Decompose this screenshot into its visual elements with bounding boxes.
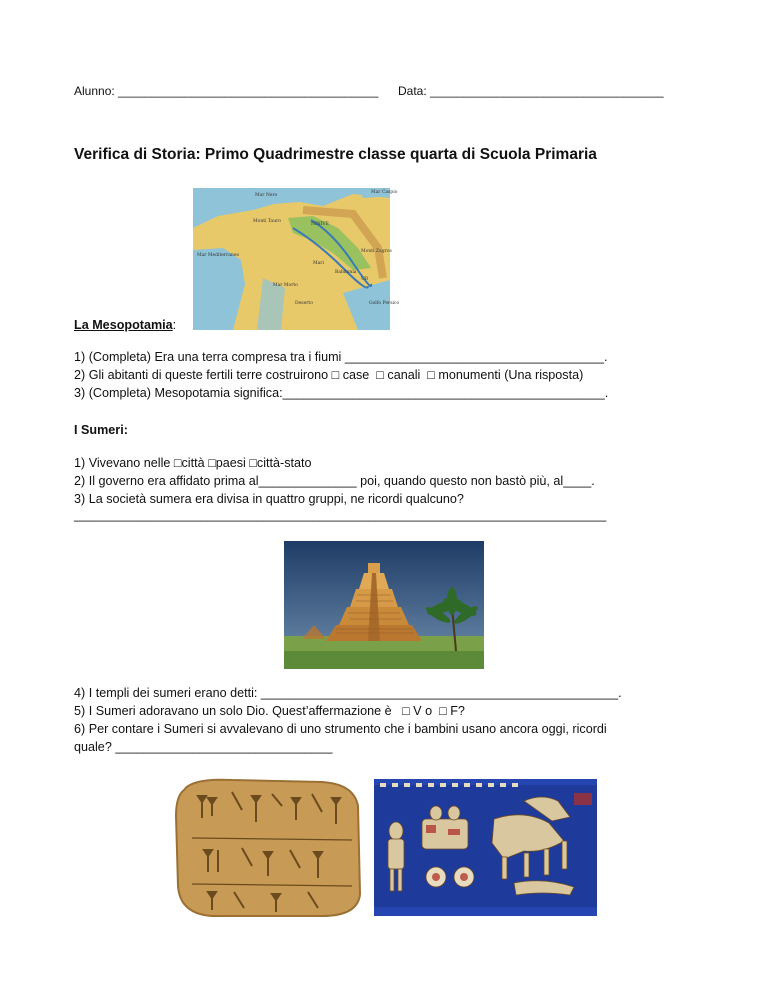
question-mesopotamia-1: 1) (Completa) Era una terra compresa tra i fiumi _____________________________________. xyxy=(74,350,608,364)
map-label: Monti Zagros xyxy=(361,249,392,254)
map-label: Mar Nero xyxy=(255,193,278,198)
question-sumeri-5: 5) I Sumeri adoravano un solo Dio. Quest’affermazione è □ V o □ F? xyxy=(74,704,465,718)
map-label: Monti Tauro xyxy=(253,219,281,224)
question-mesopotamia-2: 2) Gli abitanti di queste fertili terre costruirono □ case □ canali □ monumenti (Una risposta) xyxy=(74,368,584,382)
map-label: NINIVE xyxy=(311,222,329,227)
ziggurat-image xyxy=(284,541,484,669)
question-sumeri-1: 1) Vivevano nelle □città □paesi □città-stato xyxy=(74,456,312,470)
answer-line-sumeri-3: ____________________________________________________________________________ xyxy=(74,508,607,522)
question-sumeri-2: 2) Il governo era affidato prima al______________ poi, quando questo non bastò più, al____. xyxy=(74,474,595,488)
question-sumeri-4: 4) I templi dei sumeri erano detti: ___________________________________________________. xyxy=(74,686,622,700)
page-title: Verifica di Storia: Primo Quadrimestre classe quarta di Scuola Primaria xyxy=(74,146,597,163)
mesopotamia-map-image xyxy=(193,188,400,330)
map-label: UR xyxy=(361,277,369,282)
map-label: Deserto xyxy=(295,301,313,306)
date-field: Data: ___________________________________ xyxy=(398,84,664,98)
map-label: Golfo Persico xyxy=(369,301,400,306)
map-label: Mar Caspio xyxy=(371,190,398,195)
map-label: Babilonia xyxy=(335,270,357,275)
cuneiform-tablet-image xyxy=(172,776,364,920)
map-label: Mari xyxy=(313,261,324,266)
question-sumeri-6: 6) Per contare i Sumeri si avvalevano di uno strumento che i bambini usano ancora oggi, ricordi xyxy=(74,722,607,736)
map-label: Mar Mediterraneo xyxy=(197,253,240,258)
standard-of-ur-image xyxy=(374,779,597,916)
question-mesopotamia-3: 3) (Completa) Mesopotamia significa:______________________________________________. xyxy=(74,386,609,400)
question-sumeri-6-answer: quale? _______________________________ xyxy=(74,740,333,754)
question-sumeri-3: 3) La società sumera era divisa in quattro gruppi, ne ricordi qualcuno? xyxy=(74,492,464,506)
map-label: Mar Morto xyxy=(273,283,298,288)
student-name-field: Alunno: _______________________________________ xyxy=(74,84,379,98)
section-heading-mesopotamia: La Mesopotamia: xyxy=(74,318,177,332)
section-heading-sumeri: I Sumeri: xyxy=(74,423,128,437)
